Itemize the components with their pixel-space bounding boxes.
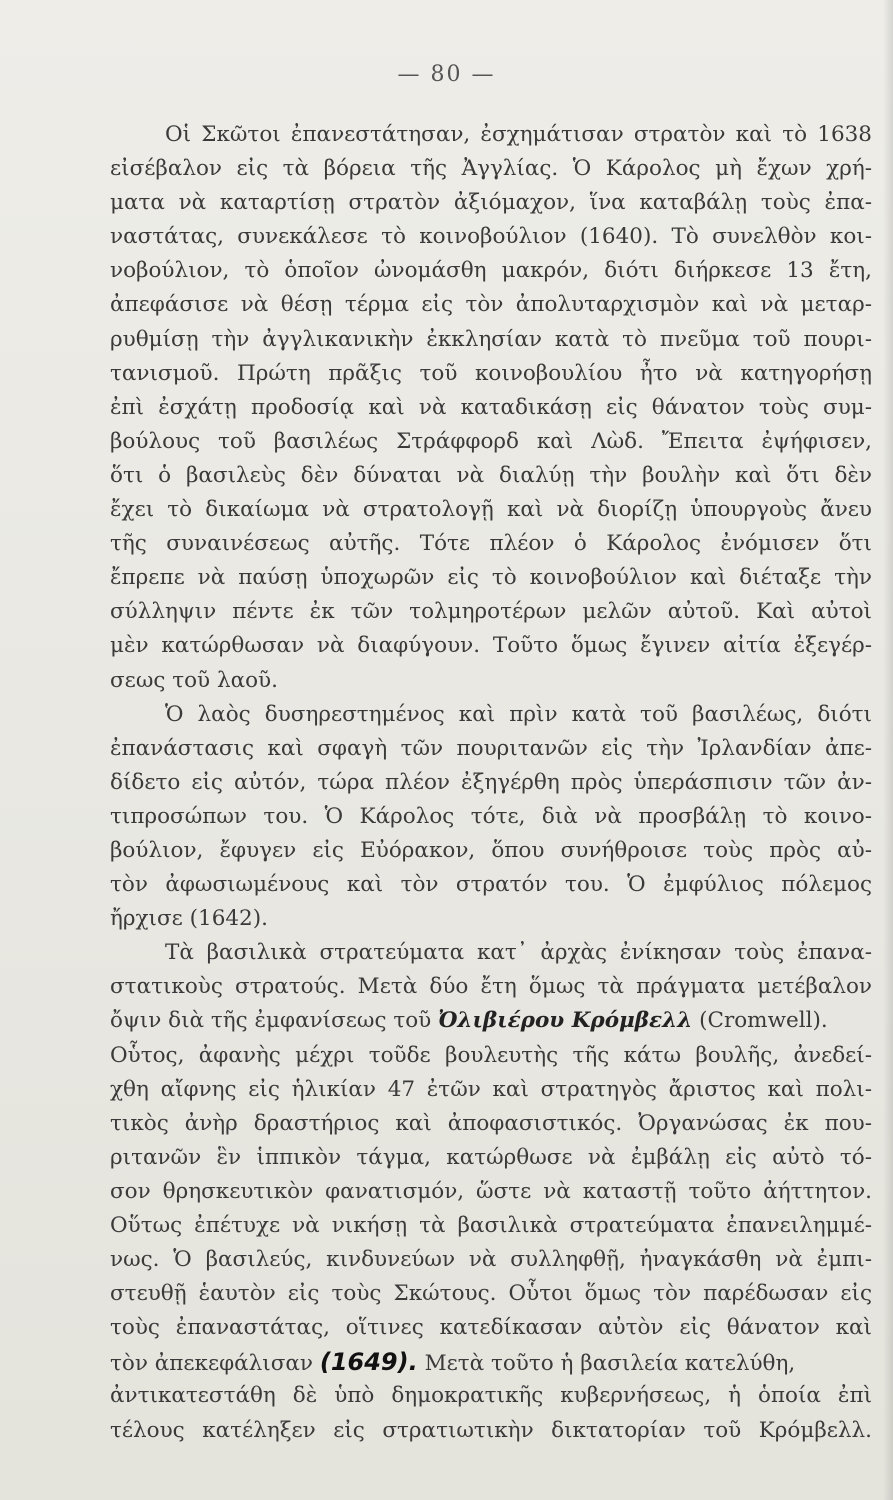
text-line: ἐπὶ ἐσχάτῃ προδοσίᾳ καὶ νὰ καταδικάσῃ εἰς θάνατον τοὺς συμ- [110,394,872,420]
text-line: στατικοὺς στρατούς. Μετὰ δύο ἔτη ὅμως τὰ πράγματα μετέβαλον [110,974,872,1000]
text-line: ἀπεφάσισε νὰ θέσῃ τέρμα εἰς τὸν ἀπολυταρχισμὸν καὶ νὰ μεταρ- [110,292,872,318]
text-line: ναστάτας, συνεκάλεσε τὸ κοινοβούλιον (1640). Τὸ συνελθὸν κοι- [110,224,872,250]
text-line: ματα νὰ καταρτίσῃ στρατὸν ἀξιόμαχον, ἵνα καταβάλῃ τοὺς ἐπα- [110,190,872,216]
text-line: ἔχει τὸ δικαίωμα νὰ στρατολογῇ καὶ νὰ διορίζῃ ὑπουργοὺς ἄνευ [110,497,872,523]
text-line: εἰσέβαλον εἰς τὰ βόρεια τῆς Ἀγγλίας. Ὁ Κάρολος μὴ ἔχων χρή- [110,156,872,182]
text-line: ριτανῶν ἓν ἱππικὸν τάγμα, κατώρθωσε νὰ ἐμβάλῃ εἰς αὐτὸ τό- [110,1144,872,1170]
text-line: δίδετο εἰς αὐτόν, τώρα πλέον ἐξηγέρθη πρὸς ὑπεράσπισιν τῶν ἀν- [110,769,872,795]
text-line: βούλους τοῦ βασιλέως Στράφφορδ καὶ Λὼδ. Ἔπειτα ἐψήφισεν, [110,428,872,454]
text-segment: ὄψιν διὰ τῆς ἐμφανίσεως τοῦ [110,1008,432,1034]
text-line: ἤρχισε (1642). [110,906,268,932]
text-line: τὸν ἀφωσιωμένους καὶ τὸν στρατόν του. Ὁ ἐμφύλιος πόλεμος [110,872,872,898]
text-line: σεως τοῦ λαοῦ. [110,667,278,693]
text-line: Οὕτως ἐπέτυχε νὰ νικήσῃ τὰ βασιλικὰ στρατεύματα ἐπανειλημμέ- [110,1213,872,1238]
text-line: Οἱ Σκῶτοι ἐπανεστάτησαν, ἐσχημάτισαν στρατὸν καὶ τὸ 1638 [165,122,872,147]
text-line: νοβούλιον, τὸ ὁποῖον ὠνομάσθη μακρόν, διότι διήρκεσε 13 ἔτη, [110,258,872,284]
text-line: ἐπανάστασις καὶ σφαγὴ τῶν πουριτανῶν εἰς τὴν Ἰρλανδίαν ἀπε- [110,735,872,761]
text-line-with-name [110,1004,872,1038]
year-1649-bold: (1649). [319,1348,418,1377]
text-line: τικὸς ἀνὴρ δραστήριος καὶ ἀποφασιστικός. Ὀργανώσας ἐκ που- [110,1110,872,1136]
text-line-with-year [110,1345,872,1379]
text-line: τανισμοῦ. Πρώτη πρᾶξις τοῦ κοινοβουλίου ἦτο νὰ κατηγορήσῃ [110,360,872,386]
text-line: χθη αἴφνης εἰς ἡλικίαν 47 ἐτῶν καὶ στρατηγὸς ἄριστος καὶ πολι- [110,1076,872,1102]
text-line: Οὗτος, ἀφανὴς μέχρι τοῦδε βουλευτὴς τῆς κάτω βουλῆς, ἀνεδεί- [110,1042,872,1068]
text-line: Τὰ βασιλικὰ στρατεύματα κατ᾽ ἀρχὰς ἐνίκησαν τοὺς ἐπανα- [165,940,872,966]
text-segment: τὸν ἀπεκεφάλισαν [110,1351,314,1377]
text-line: ἔπρεπε νὰ παύσῃ ὑποχωρῶν εἰς τὸ κοινοβούλιον καὶ διέταξε τὴν [110,565,872,591]
text-segment: (Cromwell). [699,1008,828,1034]
page-edge-shadow [883,0,893,1500]
text-line: τοὺς ἐπαναστάτας, οἵτινες κατεδίκασαν αὐτὸν εἰς θάνατον καὶ [110,1315,872,1341]
cromwell-name-bold: Ὀλιβιέρου Κρόμβελλ [438,1008,693,1034]
text-line: ὅτι ὁ βασιλεὺς δὲν δύναται νὰ διαλύῃ τὴν βουλὴν καὶ ὅτι δὲν [110,462,872,488]
text-segment: Μετὰ τοῦτο ἡ βασιλεία κατελύθη, [424,1351,796,1377]
text-line: Ὁ λαὸς δυσηρεστημένος καὶ πρὶν κατὰ τοῦ βασιλέως, διότι [165,701,872,727]
text-line: σον θρησκευτικὸν φανατισμόν, ὥστε νὰ καταστῇ τοῦτο ἀήττητον. [110,1178,872,1204]
page-number: — 80 — [397,62,496,87]
text-line: τιπροσώπων του. Ὁ Κάρολος τότε, διὰ νὰ προσβάλῃ τὸ κοινο- [110,803,872,829]
text-line: βούλιον, ἔφυγεν εἰς Εὐόρακον, ὅπου συνήθροισε τοὺς πρὸς αὐ- [110,837,872,863]
text-line: σύλληψιν πέντε ἐκ τῶν τολμηροτέρων μελῶν αὐτοῦ. Καὶ αὐτοὶ [110,599,872,625]
text-line: τῆς συναινέσεως αὐτῆς. Τότε πλέον ὁ Κάρολος ἐνόμισεν ὅτι [110,531,872,557]
text-line: νως. Ὁ βασιλεύς, κινδυνεύων νὰ συλληφθῇ, ἠναγκάσθη νὰ ἐμπι- [110,1247,872,1273]
text-line: ρυθμίσῃ τὴν ἀγγλικανικὴν ἐκκλησίαν κατὰ τὸ πνεῦμα τοῦ πουρι- [110,326,872,352]
text-line: ἀντικατεστάθη δὲ ὑπὸ δημοκρατικῆς κυβερνήσεως, ἡ ὁποία ἐπὶ [110,1383,872,1409]
body-text [110,118,872,1448]
text-line: τέλους κατέληξεν εἰς στρατιωτικὴν δικτατορίαν τοῦ Κρόμβελλ. [110,1417,872,1443]
text-line: στευθῇ ἑαυτὸν εἰς τοὺς Σκώτους. Οὗτοι ὅμως τὸν παρέδωσαν εἰς [110,1281,872,1307]
text-line: μὲν κατώρθωσαν νὰ διαφύγουν. Τοῦτο ὅμως ἔγινεν αἰτία ἐξεγέρ- [110,633,872,659]
